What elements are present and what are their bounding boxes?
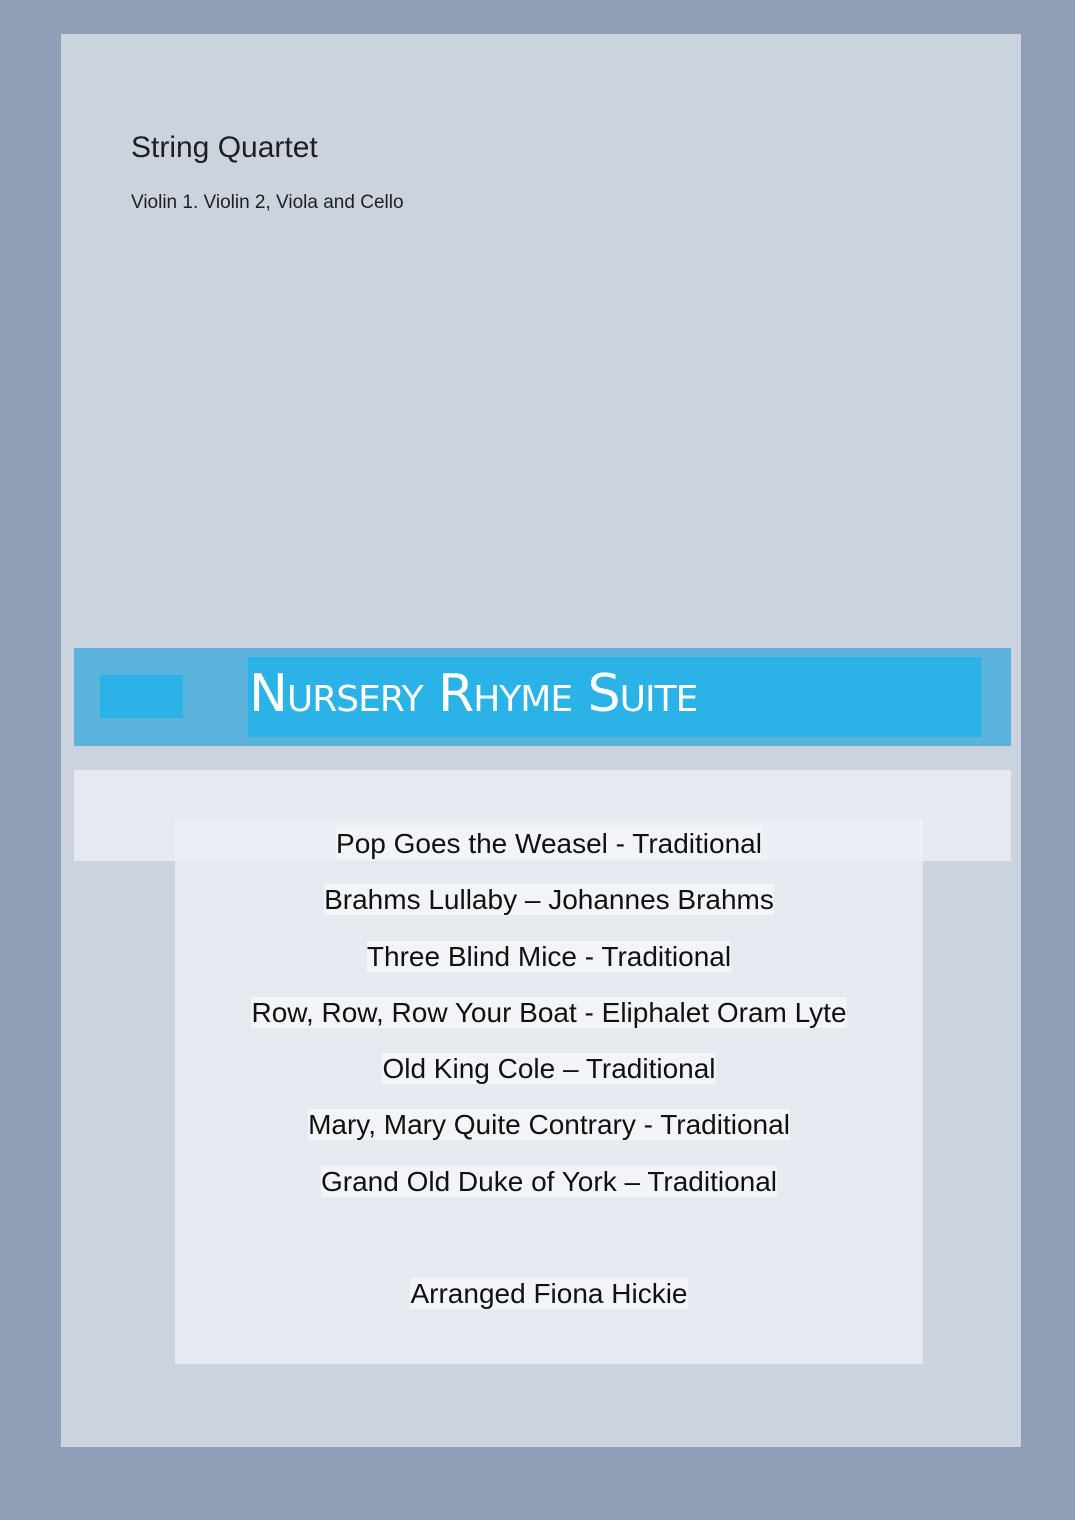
title-accent-block xyxy=(100,675,183,718)
list-item xyxy=(175,1051,923,1107)
list-item xyxy=(175,1164,923,1220)
piece-title: Row, Row, Row Your Boat - Eliphalet Oram Lyte xyxy=(251,996,847,1028)
list-item xyxy=(175,1107,923,1163)
list-item xyxy=(175,995,923,1051)
arranger-text: Arranged Fiona Hickie xyxy=(410,1278,688,1309)
arranger-credit xyxy=(175,1276,923,1312)
piece-title: Mary, Mary Quite Contrary - Traditional xyxy=(308,1109,790,1141)
piece-title: Old King Cole – Traditional xyxy=(382,1053,716,1085)
ensemble-subtitle: String Quartet xyxy=(131,131,318,164)
piece-title: Brahms Lullaby – Johannes Brahms xyxy=(324,884,774,916)
list-item xyxy=(175,826,923,882)
page-title: Nursery Rhyme Suite xyxy=(249,664,698,724)
piece-title: Pop Goes the Weasel - Traditional xyxy=(336,828,762,859)
list-item xyxy=(175,939,923,995)
piece-title: Three Blind Mice - Traditional xyxy=(366,940,732,972)
list-item xyxy=(175,882,923,938)
piece-title: Grand Old Duke of York – Traditional xyxy=(320,1165,778,1197)
piece-list xyxy=(175,826,923,1220)
instrument-list: Violin 1. Violin 2, Viola and Cello xyxy=(131,192,404,213)
